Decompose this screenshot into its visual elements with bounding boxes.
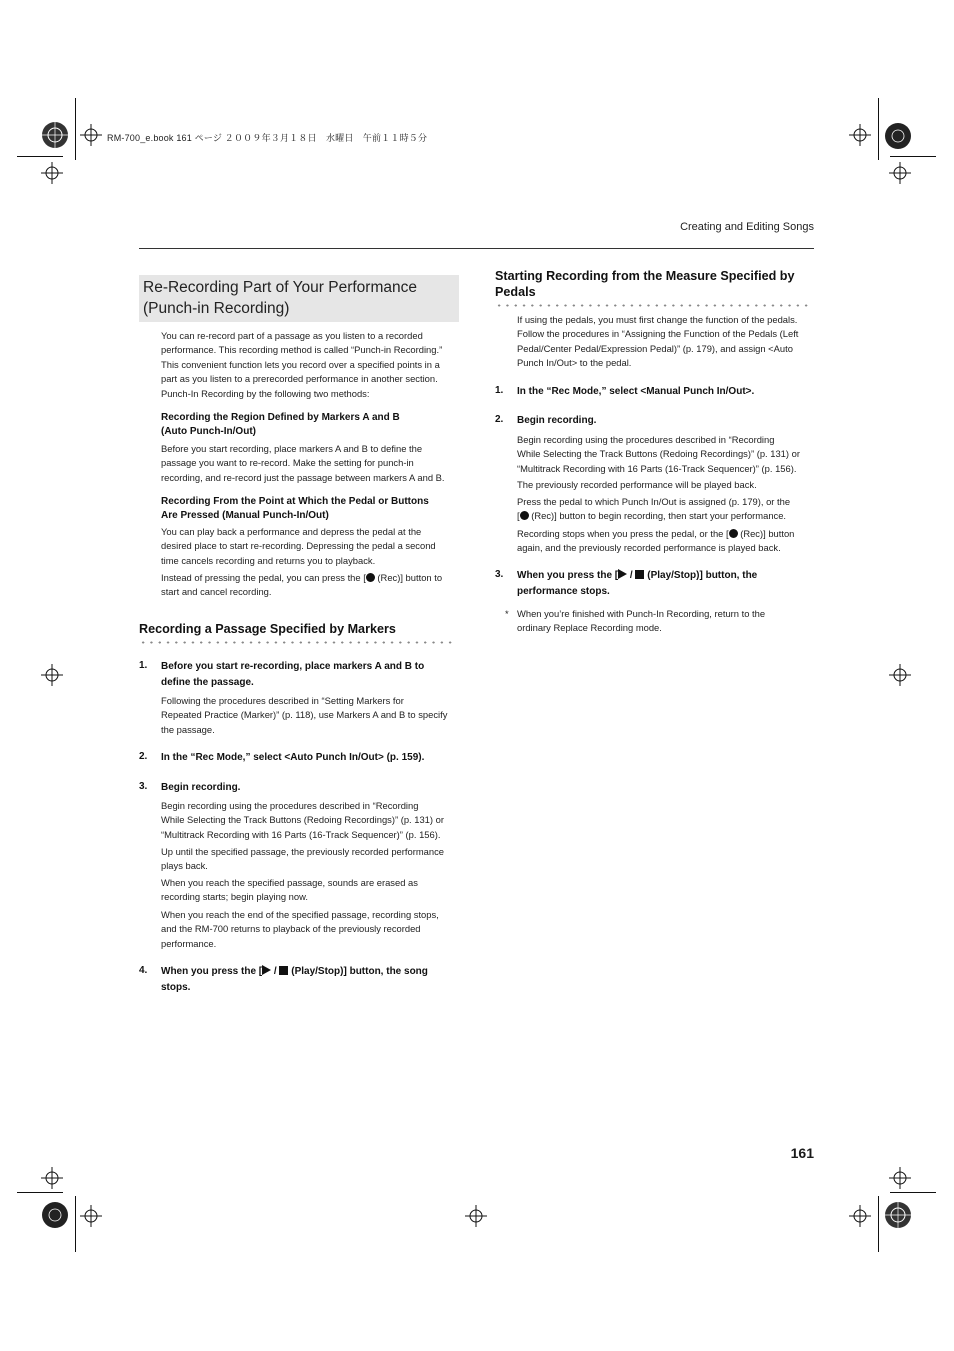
step-number: 3.	[139, 781, 148, 792]
step-text: When you press the [ / (Play/Stop)] button, the performance stops.	[517, 570, 758, 597]
crosshair-icon	[889, 162, 911, 184]
rec-icon	[729, 529, 738, 538]
auto-punch-title: Recording the Region Defined by Markers A and B (Auto Punch-In/Out)	[161, 412, 400, 437]
rec-icon	[520, 511, 529, 520]
registration-mark-icon	[40, 1200, 70, 1230]
header-rule	[139, 248, 814, 249]
step-text: In the “Rec Mode,” select <Manual Punch In/Out>.	[517, 386, 755, 397]
pedals-intro: If using the pedals, you must first change the function of the pedals. Follow the procedures in “Assigning the Function of the Pedals (Left Pedal/Center Pedal/Expression Pedal)” (p. 179), and assign <Auto Punch In/Out> to the pedal.	[517, 314, 799, 369]
step-body: Up until the specified passage, the previously recorded performance plays back.	[161, 846, 444, 872]
step-number: 4.	[139, 965, 148, 976]
step-body: Press the pedal to which Punch In/Out is assigned (p. 179), or the [ (Rec)] button to begin recording, then start your performance.	[517, 496, 791, 522]
step-text: Begin recording.	[517, 415, 597, 426]
manual-punch-body: You can play back a performance and depress the pedal at the desired place to start re-recording. Depressing the pedal a second time cancels recording and returns you to playback.	[161, 526, 436, 566]
step-body: Begin recording using the procedures described in “Recording While Selecting the Track Buttons (Redoing Recordings)” (p. 131) or “Multitrack Recording with 16 Parts (16-Track Sequencer)” (p. 156).	[161, 800, 444, 840]
step-text: Begin recording.	[161, 782, 241, 793]
crosshair-icon	[849, 1205, 871, 1227]
page-number: 161	[790, 1145, 814, 1161]
step-text: When you press the [ / (Play/Stop)] button, the song stops.	[161, 966, 428, 993]
crosshair-icon	[465, 1205, 487, 1227]
registration-mark-icon	[883, 121, 913, 151]
crosshair-icon	[80, 124, 102, 146]
section-title: Re-Recording Part of Your Performance (Punch-in Recording)	[143, 279, 417, 317]
step-text: In the “Rec Mode,” select <Auto Punch In/Out> (p. 159).	[161, 752, 425, 763]
step-body: Begin recording using the procedures described in “Recording While Selecting the Track Buttons (Redoing Recordings)” (p. 131) or “Multitrack Recording with 16 Parts (16-Track Sequencer)” (p. 156).	[517, 434, 800, 474]
step-number: 2.	[139, 751, 148, 762]
auto-punch-body: Before you start recording, place markers A and B to define the passage you want to re-record. Make the setting for punch-in recording, and re-record just the passage between markers A and B.	[161, 443, 445, 483]
crosshair-icon	[41, 162, 63, 184]
crosshair-icon	[849, 124, 871, 146]
step-body: The previously recorded performance will be played back.	[517, 479, 757, 490]
crosshair-icon	[80, 1205, 102, 1227]
step-body: When you reach the specified passage, sounds are erased as recording starts; begin playing now.	[161, 877, 418, 903]
note-text: When you’re finished with Punch-In Recording, return to the ordinary Replace Recording mode.	[517, 608, 766, 634]
step-number: 2.	[495, 414, 504, 425]
rec-icon	[366, 573, 375, 582]
step-number: 1.	[495, 385, 504, 396]
crosshair-icon	[889, 1167, 911, 1189]
crosshair-icon	[41, 1167, 63, 1189]
step-body: Recording stops when you press the pedal, or the [ (Rec)] button again, and the previously recorded performance is played back.	[517, 528, 795, 554]
step-text: Before you start re-recording, place markers A and B to define the passage.	[161, 661, 425, 688]
note-mark: *	[505, 608, 509, 619]
markers-heading: Recording a Passage Specified by Markers	[139, 622, 396, 636]
crosshair-icon	[889, 664, 911, 686]
play-icon	[618, 569, 627, 579]
step-body: When you reach the end of the specified passage, recording stops, and the RM-700 returns to playback of the previously recorded performance.	[161, 909, 439, 949]
intro-paragraph: You can re-record part of a passage as you listen to a recorded performance. This recording method is called “Punch-in Recording.” This convenient function lets you record over a specified points in a part as you listen to a prerecorded performance in another section. Punch-In Recording by the following two methods:	[161, 330, 443, 399]
play-icon	[262, 965, 271, 975]
step-number: 3.	[495, 569, 504, 580]
section-name: Creating and Editing Songs	[680, 221, 814, 233]
crosshair-icon	[41, 664, 63, 686]
section-title-box	[139, 275, 459, 322]
pedals-heading: Starting Recording from the Measure Specified by Pedals	[495, 269, 795, 299]
manual-punch-title: Recording From the Point at Which the Pedal or Buttons Are Pressed (Manual Punch-In/Out)	[161, 496, 429, 521]
step-body: Following the procedures described in “Setting Markers for Repeated Practice (Marker)” (p. 118), use Markers A and B to specify the passage.	[161, 695, 448, 735]
file-info: RM-700_e.book 161 ページ ２００９年３月１８日 水曜日 午前１１時５分	[107, 133, 428, 143]
heading-dotted-rule	[495, 304, 813, 307]
manual-punch-note: Instead of pressing the pedal, you can press the [ (Rec)] button to start and cancel recording.	[161, 572, 443, 598]
registration-mark-icon	[883, 1200, 913, 1230]
step-number: 1.	[139, 660, 148, 671]
heading-dotted-rule	[139, 641, 457, 644]
registration-mark-icon	[40, 120, 70, 150]
